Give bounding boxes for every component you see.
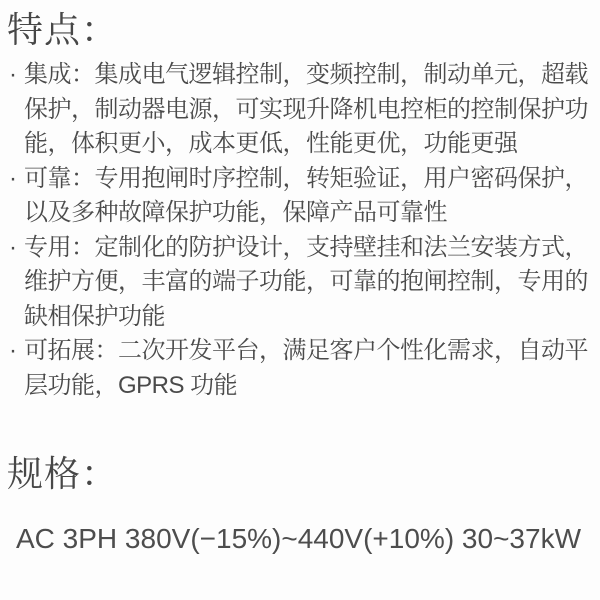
bullet-dot-icon: · <box>9 61 17 88</box>
feature-line: 专用：定制化的防护设计，支持壁挂和法兰安装方式， <box>24 233 588 261</box>
feature-text <box>24 334 590 403</box>
features-heading: 特点： <box>7 9 119 50</box>
feature-line: 层功能，GPRS 功能 <box>24 371 238 399</box>
feature-item-reliable <box>7 162 590 231</box>
spec-value: AC 3PH 380V(−15%)~440V(+10%) 30~37kW <box>16 523 581 554</box>
feature-line: 保护，制动器电源，可实现升降机电控柜的控制保护功 <box>24 95 588 123</box>
features-list <box>7 58 590 403</box>
feature-line: 以及多种故障保护功能，保障产品可靠性 <box>24 199 447 226</box>
specs-heading: 规格： <box>7 453 119 494</box>
feature-line: 缺相保护功能 <box>24 302 165 330</box>
feature-line: 可靠：专用抱闸时序控制，转矩验证，用户密码保护， <box>24 164 588 192</box>
bullet-dot-icon: · <box>9 164 17 192</box>
feature-text <box>24 58 590 162</box>
feature-item-dedicated <box>7 231 590 335</box>
feature-item-extensible <box>7 334 590 403</box>
feature-text <box>24 231 590 335</box>
bullet-dot-icon: · <box>9 233 17 261</box>
feature-item-integration <box>7 58 590 162</box>
feature-line: 维护方便，丰富的端子功能，可靠的抱闸控制，专用的 <box>24 268 588 295</box>
feature-line: 能，体积更小，成本更低，性能更优，功能更强 <box>24 130 518 157</box>
feature-line: 集成：集成电气逻辑控制，变频控制，制动单元，超载 <box>24 61 588 88</box>
feature-text <box>24 162 590 231</box>
feature-line: 可拓展：二次开发平台，满足客户个性化需求，自动平 <box>24 337 588 364</box>
bullet-dot-icon: · <box>9 337 17 364</box>
